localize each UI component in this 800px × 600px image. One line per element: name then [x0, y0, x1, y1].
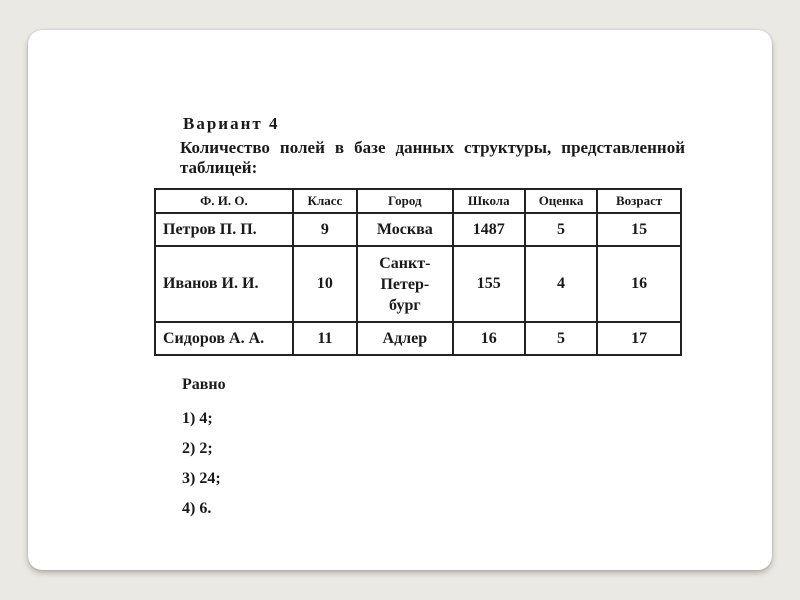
cell-name: Сидоров А. А.: [155, 322, 293, 355]
header-age: Возраст: [597, 189, 681, 213]
variant-title: Вариант 4: [183, 114, 280, 133]
cell-age: 16: [597, 246, 681, 322]
cell-city: Адлер: [357, 322, 453, 355]
slide-card: [28, 30, 772, 570]
equals-label: Равно: [182, 376, 226, 393]
table-row: [155, 213, 681, 246]
cell-class: 10: [293, 246, 357, 322]
city-line: Петер-: [380, 275, 430, 293]
cell-grade: 5: [525, 322, 597, 355]
data-table: [154, 188, 682, 356]
city-line: бург: [389, 296, 421, 314]
cell-city: Москва: [357, 213, 453, 246]
header-grade: Оценка: [525, 189, 597, 213]
header-class: Класс: [293, 189, 357, 213]
cell-grade: 4: [525, 246, 597, 322]
cell-name: Иванов И. И.: [155, 246, 293, 322]
answer-option-3: 3) 24;: [182, 470, 221, 487]
city-line: Санкт-: [379, 254, 431, 272]
cell-school: 1487: [453, 213, 525, 246]
cell-grade: 5: [525, 213, 597, 246]
cell-school: 16: [453, 322, 525, 355]
cell-school: 155: [453, 246, 525, 322]
cell-class: 11: [293, 322, 357, 355]
header-fio: Ф. И. О.: [155, 189, 293, 213]
scanned-page: [163, 114, 688, 534]
table-row: [155, 246, 681, 322]
answer-option-4: 4) 6.: [182, 500, 212, 517]
table-header-row: [155, 189, 681, 213]
header-school: Школа: [453, 189, 525, 213]
cell-name: Петров П. П.: [155, 213, 293, 246]
table-row: [155, 322, 681, 355]
cell-city: [357, 246, 453, 322]
answer-option-1: 1) 4;: [182, 410, 213, 427]
cell-age: 17: [597, 322, 681, 355]
cell-class: 9: [293, 213, 357, 246]
question-text: Количество полей в базе данных структуры, представленной таблицей:: [180, 138, 685, 177]
header-city: Город: [357, 189, 453, 213]
answer-option-2: 2) 2;: [182, 440, 213, 457]
cell-age: 15: [597, 213, 681, 246]
